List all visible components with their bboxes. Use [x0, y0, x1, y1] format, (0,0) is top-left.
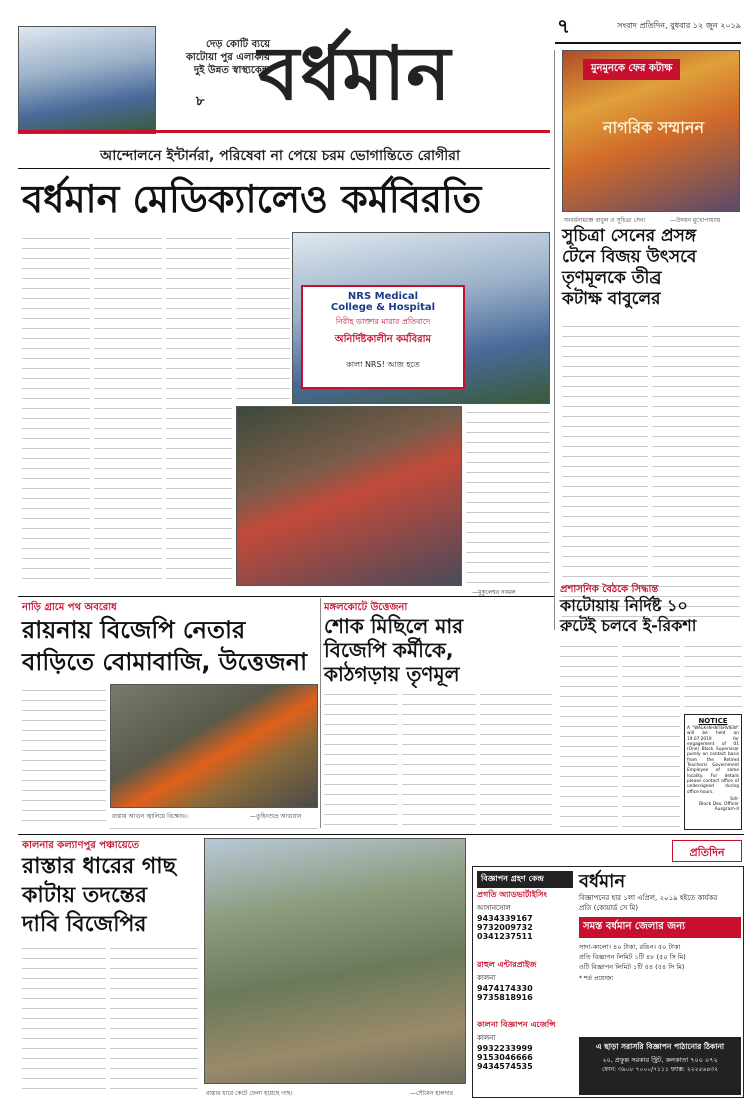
fire-credit: —তুহিনশুভ্র আগুয়ান [250, 813, 302, 820]
ad-office-address: ২০, প্রফুল্ল সরকার স্ট্রিট, কলকাতা ৭০০ ০৭২ [602, 1056, 718, 1064]
banner-line-2: College & Hospital [330, 302, 436, 313]
bottom-headline[interactable] [22, 852, 202, 939]
ad-title: বর্ধমান [579, 871, 626, 892]
tree-credit: —সৌমেন হালদার [410, 1090, 453, 1097]
bottom-body-1 [22, 942, 106, 1092]
right-top-headline-line-3: তৃণমূলকে তীব্র [562, 268, 662, 288]
tree-caption: রাস্তার ধারে কেটে ফেলা হয়েছে গাছ। [206, 1090, 293, 1097]
tagline-rule [18, 168, 550, 169]
middle-center-kicker: মঙ্গলকোটে উত্তেজনা [324, 602, 408, 613]
katwa-headline-1[interactable]: কাটোয়ায় নির্দিষ্ট ১০ [560, 596, 688, 615]
right-top-headline[interactable] [562, 226, 742, 310]
middle-center-body-1 [324, 688, 398, 828]
banner-line-4: অনির্দিষ্টকালীন কর্মবিরাম [334, 334, 432, 345]
ad-brand-label: প্রতিদিন [689, 846, 725, 859]
teaser-line-2: কাটোয়া পুর এলাকায় [185, 52, 270, 63]
middle-center-body-2 [402, 688, 476, 828]
notice-box[interactable] [684, 714, 742, 830]
page-number: ৭ [557, 14, 571, 38]
bottom-rule [18, 834, 744, 835]
ad-subtitle: বিজ্ঞাপনের হার ১লা এপ্রিল, ২০১৯ হইতে কার্যকর [579, 894, 718, 902]
katwa-body-2 [622, 640, 680, 830]
middle-center-headline-line-1: শোক মিছিলে মার [324, 614, 464, 638]
banner-line-5: কালা NRS! আজ হতে [346, 360, 420, 369]
stage-banner: নাগরিক সম্মানন [603, 118, 705, 137]
protest-banner [301, 285, 465, 389]
lead-body-col-2 [94, 232, 162, 582]
right-top-body-col-2 [652, 320, 740, 626]
header-rule [18, 130, 550, 133]
right-top-headline-line-1: সুচিত্রা সেনের প্রসঙ্গ [562, 226, 697, 246]
ad-office-phone: ফোন: ৩৯০৮ ৭০০০/৭১১১ ফ্যাক্স: ২২২৫৬৪৩২ [601, 1066, 719, 1073]
bottom-headline-line-2: কাটায় তদন্তের [22, 883, 147, 908]
ad-agency-3[interactable] [477, 1019, 575, 1071]
teaser-photo[interactable] [18, 26, 156, 134]
teaser-block[interactable] [160, 38, 270, 77]
middle-center-headline-line-3: কাঠগড়ায় তৃণমূল [324, 662, 460, 686]
lead-headline[interactable]: বর্ধমান মেডিক্যালেও কর্মবিরতি [22, 177, 482, 221]
middle-left-headline-1[interactable]: রায়নায় বিজেপি নেতার [22, 616, 246, 644]
right-top-caption: সংবর্ধনামঞ্চে বাবুল ও সুচিত্রা সেন। [564, 217, 646, 224]
middle-left-kicker: নাড়ি গ্রামে পথ অবরোধ [22, 602, 117, 613]
ad-agency-2-name: রাহুল এন্টারপ্রাইজ [477, 960, 537, 969]
notice-sign-3: Ausgram-II [714, 806, 739, 812]
ad-rate-1: সাদা-কালো। ৪০ টাকা, রঙিন। ৫০ টাকা [579, 943, 681, 951]
teaser-line-1: দেড় কোটি ব্যয়ে [205, 39, 270, 50]
ad-footnote: * শর্ত প্রযোজ্য [579, 975, 614, 982]
ad-agency-1-name: প্রগতি অ্যাডভার্টাইসিং [477, 890, 547, 899]
notice-title: NOTICE [698, 717, 728, 725]
lead-photo-credit: —মুকুলেশ্বর নবমল [472, 589, 516, 596]
middle-center-headline[interactable] [324, 614, 552, 686]
ad-agency-1[interactable] [477, 889, 575, 941]
lead-photo-crowd[interactable] [236, 406, 462, 586]
ad-agency-1-phone-2: 9732009732 [477, 923, 533, 932]
ad-right-panel [579, 871, 741, 983]
right-top-headline-line-4: কটাক্ষ বাবুলের [562, 289, 661, 309]
middle-left-body-2 [110, 822, 318, 830]
ad-agency-3-phone-2: 9153046666 [477, 1053, 533, 1062]
ad-agency-3-phone-3: 9434574535 [477, 1062, 533, 1071]
ad-subtitle-2: প্রতি (কোয়ার্ড সে মি) [579, 904, 639, 912]
right-column-divider [554, 50, 555, 630]
middle-center-headline-line-2: বিজেপি কর্মীকে, [324, 638, 454, 662]
dateline-rule [555, 42, 741, 44]
banner-line-1: NRS Medical [347, 291, 419, 302]
notice-sign-2: Block Dev. Officer [699, 801, 739, 807]
middle-left-body [22, 684, 106, 824]
tagline: আন্দোলনে ইন্টার্নরা, পরিষেবা না পেয়ে চরম ভোগান্তিতে রোগীরা [100, 148, 461, 164]
lead-body-col-4 [236, 232, 290, 402]
fire-photo[interactable] [110, 684, 318, 808]
right-top-credit: —উদয়ন মুখোপাধ্যায় [670, 217, 721, 224]
banner-line-3: নিরীহ ডাক্তার মারার প্রতিবাদে [335, 317, 431, 326]
ad-agency-1-phone-3: 0341237511 [477, 932, 533, 941]
ad-brand[interactable] [672, 840, 742, 862]
teaser-line-3: দুই উন্নত স্বাস্থ্যকেন্দ্র [193, 65, 270, 76]
ad-agency-3-place: কালনা [477, 1034, 496, 1042]
ad-agency-2-phone-2: 9735818916 [477, 993, 533, 1002]
ad-agency-2-place: কালনা [477, 974, 496, 982]
ad-block[interactable] [472, 866, 744, 1098]
lead-body-col-3 [166, 232, 232, 582]
katwa-body-1 [560, 640, 618, 830]
ad-rate-2: প্রতি বিজ্ঞাপন লিমিট ১টি ৪৮ (৫০ সি মি) [579, 953, 686, 961]
fire-caption: রাস্তায় আগুন জ্বালিয়ে বিক্ষোভ। [112, 813, 188, 820]
ad-rate-3: ওটি বিজ্ঞাপন লিমিট ১টি ৫৪ (৫৪ সি মি) [579, 963, 685, 971]
dateline: সংবাদ প্রতিদিন, বুধবার ১২ জুন ২০১৯ [617, 21, 741, 30]
ad-agency-2[interactable] [477, 959, 575, 1002]
middle-column-divider [320, 598, 321, 828]
lead-body-col-5 [466, 406, 550, 584]
right-top-body-col-1 [562, 320, 648, 626]
ad-office-title: এ ছাড়া সরাসরি বিজ্ঞাপন পাঠানোর ঠিকানা [595, 1042, 725, 1051]
tree-photo[interactable] [204, 838, 466, 1084]
middle-center-body-3 [480, 688, 552, 828]
ad-office [579, 1037, 741, 1095]
lead-photo-top[interactable] [292, 232, 550, 404]
notice-sign-1: Sd/- [730, 796, 739, 802]
middle-left-headline-2[interactable]: বাড়িতে বোমাবাজি, উত্তেজনা [22, 648, 308, 676]
ad-agency-1-phone-1: 9434339167 [477, 914, 533, 923]
right-top-photo[interactable] [562, 50, 740, 212]
katwa-body-3 [684, 640, 742, 710]
bottom-kicker: কালনার কল্যাণপুর পঞ্চায়েতে [22, 840, 140, 851]
right-top-kicker: মুনমুনকে ফের কটাক্ষ [583, 59, 680, 80]
katwa-headline-2[interactable]: রুটেই চলবে ই-রিকশা [560, 616, 697, 635]
masthead: বর্ধমান [258, 31, 452, 117]
lead-body-col-1 [22, 232, 90, 582]
ad-agency-2-phone-1: 9474174330 [477, 984, 533, 993]
ad-agency-1-place: আসানসোল [477, 904, 511, 912]
middle-rule [18, 596, 554, 597]
ad-agency-3-name: কালনা বিজ্ঞাপন এজেন্সি [477, 1020, 556, 1029]
ad-section-label: বিজ্ঞাপন গ্রহণ কেন্দ্র [477, 871, 573, 888]
bottom-headline-line-3: দাবি বিজেপির [22, 912, 147, 937]
teaser-page-number[interactable]: ৮ [196, 94, 205, 109]
ad-highlight: সমস্ত বর্ধমান জেলার জন্য [579, 917, 741, 938]
bottom-body-2 [110, 942, 198, 1092]
notice-body: A "WALK-IN-INTERVIEW" will be held on 19.07.2019 for engagement of 01 (One) Block Supervisor purely on contact basis from the Retired Teachers/ Government Employee of same locality. For details please contact office of undersigned during office hours. [687, 726, 739, 795]
bottom-headline-line-1: রাস্তার ধারের গাছ [22, 854, 176, 879]
katwa-kicker: প্রশাসনিক বৈঠকে সিদ্ধান্ত [560, 584, 659, 595]
ad-agency-3-phone-1: 9932233999 [477, 1044, 533, 1053]
right-top-headline-line-2: টেনে বিজয় উৎসবে [562, 247, 697, 267]
